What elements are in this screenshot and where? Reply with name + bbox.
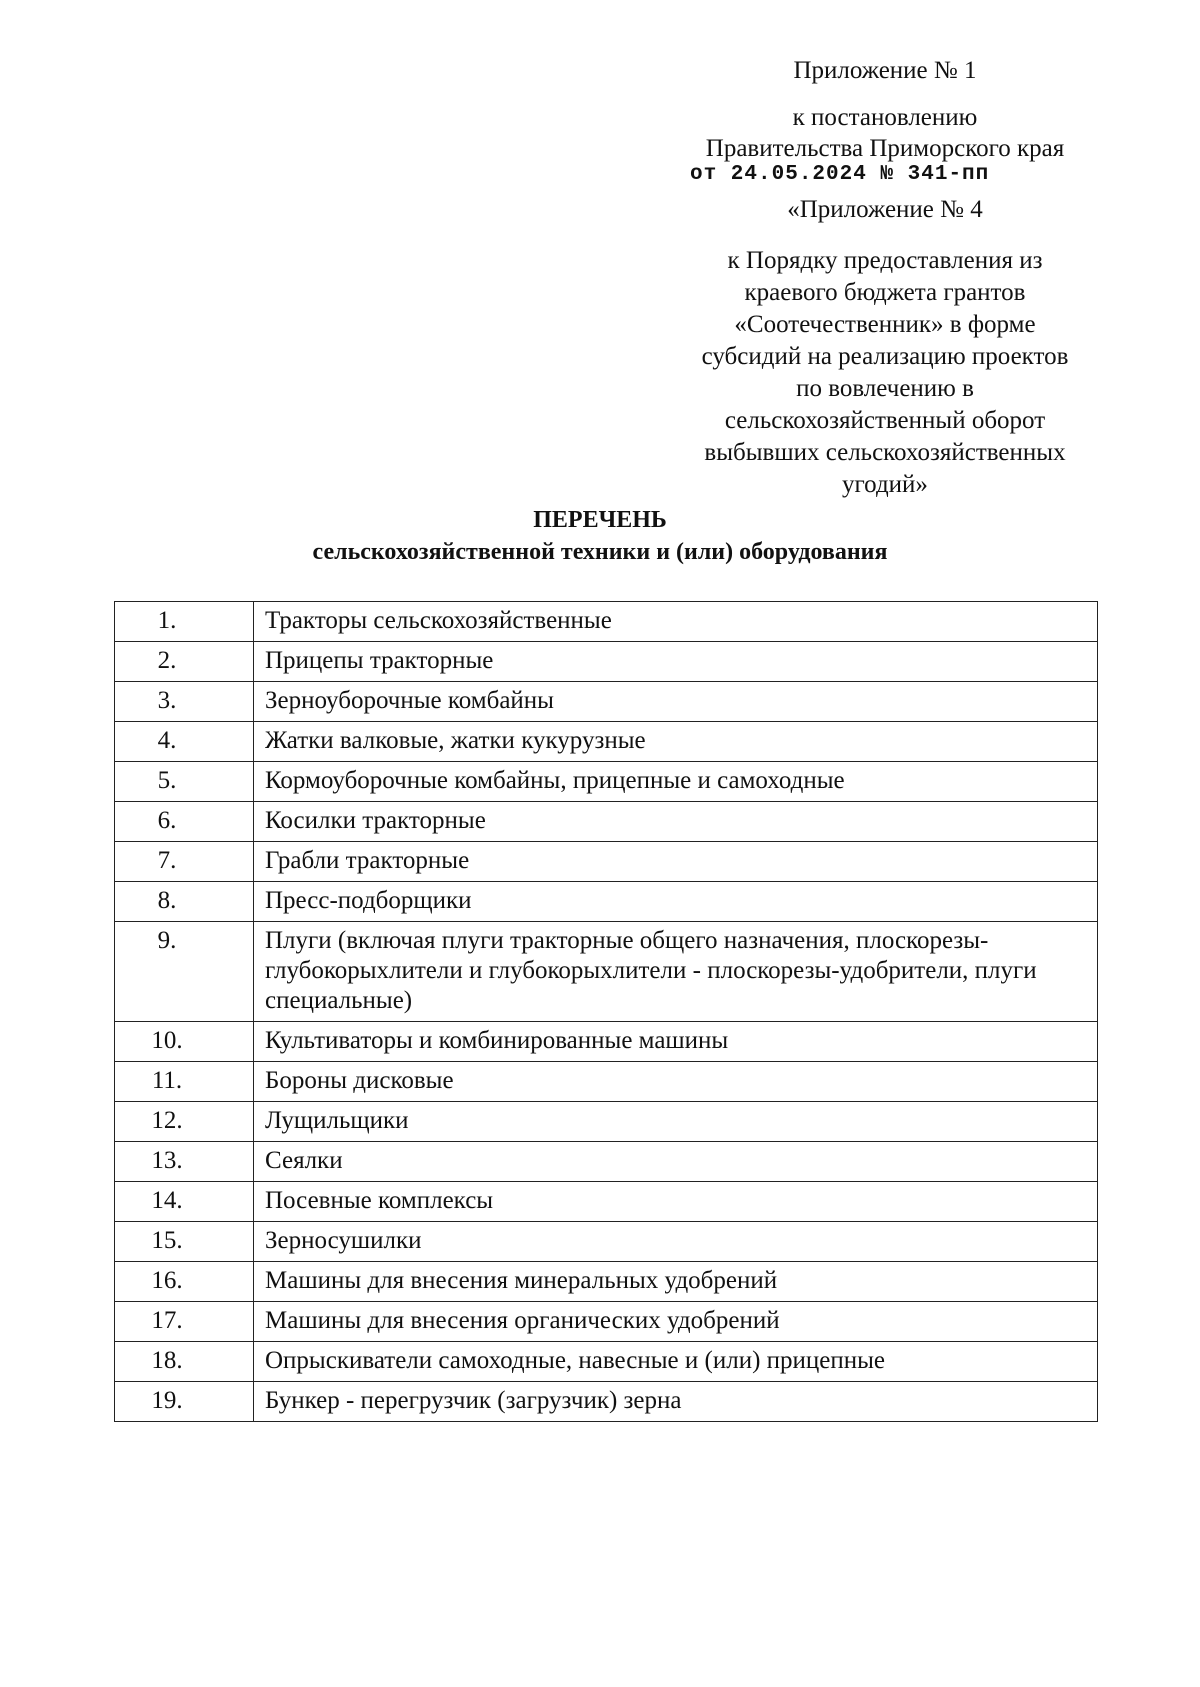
item-name: Кормоуборочные комбайны, прицепные и самоходные (254, 762, 1098, 802)
item-name: Культиваторы и комбинированные машины (254, 1022, 1098, 1062)
item-number: 14. (115, 1182, 254, 1222)
item-number: 15. (115, 1222, 254, 1262)
item-number: 16. (115, 1262, 254, 1302)
table-row (115, 1142, 1098, 1182)
item-number: 2. (115, 642, 254, 682)
item-name: Сеялки (254, 1142, 1098, 1182)
order-line-5: по вовлечению в (796, 375, 974, 402)
order-line-8: угодий» (842, 471, 928, 498)
item-number: 11. (115, 1062, 254, 1102)
table-row (115, 842, 1098, 882)
table-row (115, 642, 1098, 682)
item-name: Пресс-подборщики (254, 882, 1098, 922)
order-line-3: «Соотечественник» в форме (734, 311, 1036, 338)
resolution-reference (655, 102, 1115, 164)
item-name: Лущильщики (254, 1102, 1098, 1142)
appendix-number: Приложение № 1 (793, 57, 977, 84)
document-subtitle: сельскохозяйственной техники и (или) оборудования (312, 539, 888, 565)
item-name: Бороны дисковые (254, 1062, 1098, 1102)
order-line-6: сельскохозяйственный оборот (724, 407, 1046, 434)
table-row (115, 882, 1098, 922)
appendix-number-block (655, 55, 1115, 86)
item-name: Зерносушилки (254, 1222, 1098, 1262)
table-row (115, 602, 1098, 642)
item-name: Плуги (включая плуги тракторные общего назначения, плоскорезы-глубокорыхлители и глубокорыхлители - плоскорезы-удобрители, плуги специальные) (254, 922, 1098, 1022)
document-title: ПЕРЕЧЕНЬ (533, 507, 667, 533)
resolution-line-1: к постановлению (792, 104, 978, 131)
item-name: Бункер - перегрузчик (загрузчик) зерна (254, 1382, 1098, 1422)
item-name: Прицепы тракторные (254, 642, 1098, 682)
item-name: Машины для внесения минеральных удобрений (254, 1262, 1098, 1302)
annex-label-block (655, 194, 1115, 225)
table-row (115, 1022, 1098, 1062)
item-number: 3. (115, 682, 254, 722)
table-row (115, 802, 1098, 842)
table-row (115, 1342, 1098, 1382)
item-number: 6. (115, 802, 254, 842)
resolution-date-stamp: от 24.05.2024 № 341-пп (690, 163, 990, 186)
item-number: 1. (115, 602, 254, 642)
item-name: Косилки тракторные (254, 802, 1098, 842)
resolution-line-2: Правительства Приморского края (705, 135, 1065, 162)
item-number: 18. (115, 1342, 254, 1382)
table-row (115, 1382, 1098, 1422)
item-number: 19. (115, 1382, 254, 1422)
table-row (115, 682, 1098, 722)
table-row (115, 722, 1098, 762)
item-number: 9. (115, 922, 254, 1022)
table-row (115, 1302, 1098, 1342)
item-name: Посевные комплексы (254, 1182, 1098, 1222)
order-reference (655, 245, 1115, 501)
table-row (115, 1222, 1098, 1262)
item-name: Зерноуборочные комбайны (254, 682, 1098, 722)
item-name: Грабли тракторные (254, 842, 1098, 882)
item-name: Машины для внесения органических удобрений (254, 1302, 1098, 1342)
equipment-list-table (114, 601, 1098, 1422)
order-line-1: к Порядку предоставления из (727, 247, 1043, 274)
table-row (115, 762, 1098, 802)
table-row (115, 1182, 1098, 1222)
order-line-7: выбывших сельскохозяйственных (704, 439, 1066, 466)
order-line-2: краевого бюджета грантов (744, 279, 1026, 306)
equipment-list-body (115, 602, 1098, 1422)
item-name: Тракторы сельскохозяйственные (254, 602, 1098, 642)
table-row (115, 1262, 1098, 1302)
item-number: 12. (115, 1102, 254, 1142)
item-number: 13. (115, 1142, 254, 1182)
item-number: 4. (115, 722, 254, 762)
annex-label: «Приложение № 4 (787, 196, 983, 223)
item-number: 10. (115, 1022, 254, 1062)
order-line-4: субсидий на реализацию проектов (701, 343, 1069, 370)
item-number: 17. (115, 1302, 254, 1342)
item-name: Опрыскиватели самоходные, навесные и (или) прицепные (254, 1342, 1098, 1382)
item-number: 7. (115, 842, 254, 882)
table-row (115, 1102, 1098, 1142)
table-row (115, 1062, 1098, 1102)
item-number: 5. (115, 762, 254, 802)
item-name: Жатки валковые, жатки кукурузные (254, 722, 1098, 762)
table-row (115, 922, 1098, 1022)
item-number: 8. (115, 882, 254, 922)
